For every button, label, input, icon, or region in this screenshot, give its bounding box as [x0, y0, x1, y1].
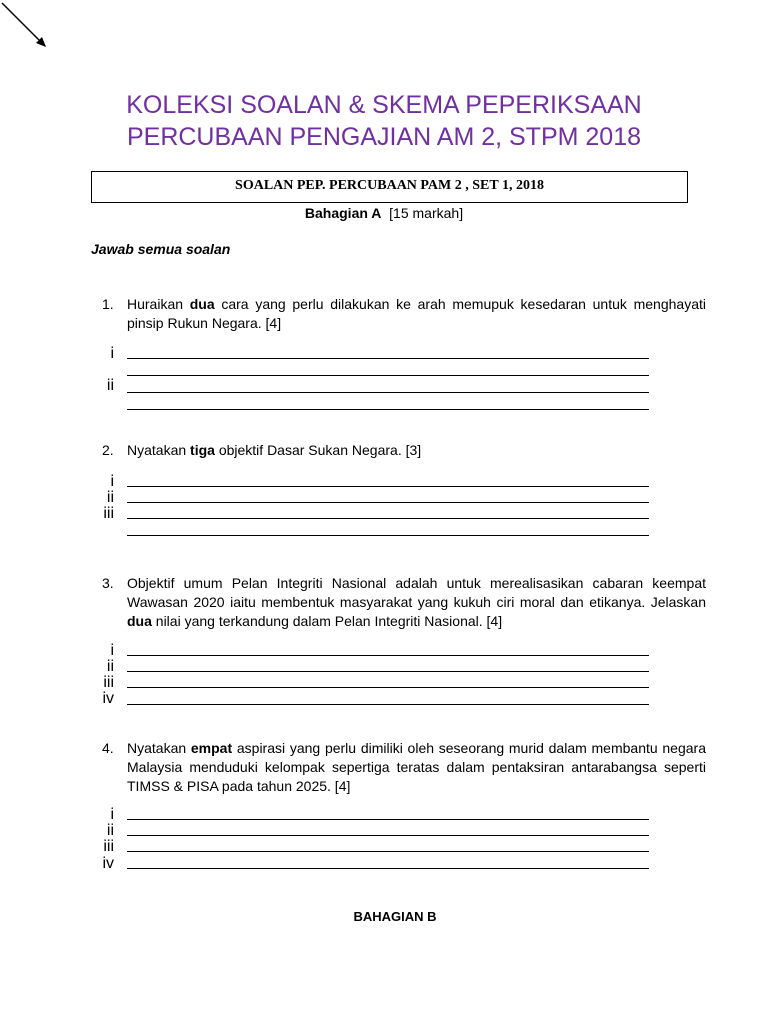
- answer-numeral: i: [110, 345, 114, 362]
- question-text-part: nilai yang terkandung dalam Pelan Integriti Nasional. [4]: [151, 613, 503, 629]
- question-text: [127, 739, 706, 796]
- answer-line[interactable]: [127, 518, 649, 519]
- page-title-line-2: PERCUBAAN PENGAJIAN AM 2, STPM 2018: [126, 123, 642, 151]
- question-text-part: objektif Dasar Sukan Negara. [3]: [214, 442, 422, 458]
- part-b-heading: BAHAGIAN B: [353, 909, 437, 924]
- answer-numeral: i: [110, 473, 114, 490]
- answer-line[interactable]: [127, 851, 649, 852]
- question-3: [102, 574, 706, 631]
- answer-numeral: ii: [106, 489, 114, 506]
- question-number: 1.: [102, 296, 114, 312]
- answer-line[interactable]: [127, 835, 649, 836]
- question-2: [102, 441, 706, 460]
- answer-line[interactable]: [127, 486, 649, 487]
- question-text-part: Objektif umum Pelan Integriti Nasional adalah untuk merealisasikan cabaran keempat Wawasan 2020 iaitu membentuk masyarakat yang kukuh ciri moral dan etikanya. Jelaskan: [127, 575, 706, 610]
- answer-numeral: iv: [102, 855, 114, 872]
- answer-line[interactable]: [127, 704, 649, 705]
- question-keyword: tiga: [190, 442, 215, 458]
- answer-numeral: iii: [103, 505, 114, 522]
- answer-numeral: iv: [102, 690, 114, 707]
- arrow-icon: [0, 0, 50, 52]
- question-number: 4.: [102, 740, 114, 756]
- exam-set-box: SOALAN PEP. PERCUBAAN PAM 2 , SET 1, 2018: [91, 171, 688, 203]
- question-1: [102, 295, 706, 333]
- answer-numeral: ii: [106, 822, 114, 839]
- instruction-text: Jawab semua soalan: [91, 241, 231, 257]
- question-text-part: aspirasi yang perlu dimiliki oleh seseorang murid dalam membantu negara Malaysia menduduki kelompak sepertiga teratas dalam pentaksiran antarabangsa seperti TIMSS & PISA pada tahun 2025. [4]: [127, 740, 706, 794]
- answer-line[interactable]: [127, 535, 649, 536]
- section-label: Bahagian A: [304, 205, 382, 221]
- answer-numeral: i: [110, 642, 114, 659]
- answer-line[interactable]: [127, 375, 649, 376]
- answer-numeral: iii: [103, 674, 114, 691]
- page-title-line-1: KOLEKSI SOALAN & SKEMA PEPERIKSAAN: [126, 91, 642, 119]
- question-text-part: cara yang perlu dilakukan ke arah memupuk kesedaran untuk menghayati pinsip Rukun Negara. [4]: [127, 296, 706, 331]
- answer-numeral: ii: [106, 377, 114, 394]
- answer-numeral: ii: [106, 658, 114, 675]
- answer-line[interactable]: [127, 409, 649, 410]
- question-number: 2.: [102, 442, 114, 458]
- answer-line[interactable]: [127, 392, 649, 393]
- question-text-part: Nyatakan: [127, 442, 191, 458]
- question-number: 3.: [102, 575, 114, 591]
- question-keyword: empat: [190, 740, 233, 756]
- question-text: [127, 441, 706, 460]
- answer-line[interactable]: [127, 819, 649, 820]
- answer-line[interactable]: [127, 671, 649, 672]
- question-text-part: Nyatakan: [127, 740, 191, 756]
- question-keyword: dua: [127, 613, 152, 629]
- question-4: [102, 739, 706, 796]
- question-keyword: dua: [189, 296, 215, 312]
- answer-line[interactable]: [127, 655, 649, 656]
- answer-line[interactable]: [127, 502, 649, 503]
- question-text-part: Huraikan: [127, 296, 190, 312]
- answer-line[interactable]: [127, 868, 649, 869]
- section-heading: [0, 203, 768, 223]
- answer-numeral: iii: [103, 838, 114, 855]
- section-marks: [15 markah]: [389, 205, 464, 221]
- question-text: [127, 574, 706, 631]
- answer-numeral: i: [110, 806, 114, 823]
- answer-line[interactable]: [127, 687, 649, 688]
- question-text: [127, 295, 706, 333]
- answer-line[interactable]: [127, 358, 649, 359]
